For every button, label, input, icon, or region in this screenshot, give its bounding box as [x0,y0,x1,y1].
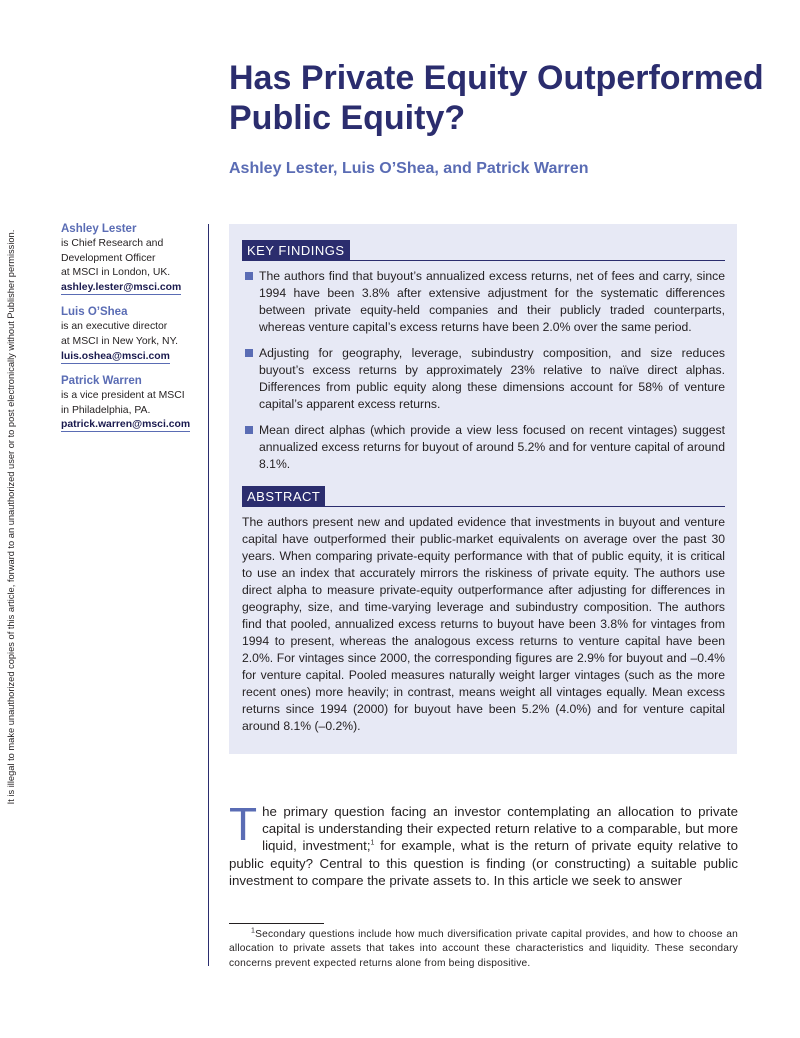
abstract-heading [242,486,725,507]
list-item [242,422,725,473]
author-bio-line: Development Officer [61,252,156,264]
author-bio [61,374,206,433]
author-bio [61,305,206,364]
footnote [229,928,738,971]
author-email-link[interactable]: patrick.warren@msci.com [61,419,191,431]
square-bullet-icon [245,272,253,280]
author-bio-line: is Chief Research and [61,238,164,249]
article-title: Has Private Equity Outperformed Public Equity? [229,59,764,137]
finding-text: The authors find that buyout’s annualized excess returns, net of fees and carry, since 1994 have been 3.8% after extensive adjustment for the systematic differences between private equity-held companies and their publicly traded counterparts, whereas venture capital’s excess returns have been 2.0% over the same period. [259,269,725,334]
body-paragraph [229,798,738,889]
body-text-start: he primary question facing an investor contemplating an allocation to private capital is understanding their expected return relative to a comparable, but more liquid, investment; [262,804,738,854]
finding-text: Mean direct alphas (which provide a view less focused on recent vintages) suggest annualized excess returns for buyout of around 5.2% and for venture capital of around 8.1%. [259,423,725,471]
key-findings-label: KEY FINDINGS [242,240,350,260]
author-bio-line: at MSCI in London, UK. [61,267,171,279]
author-bio-line: is a vice president at MSCI [61,390,185,402]
author-name: Patrick Warren [61,375,142,388]
footnote-marker[interactable]: 1 [370,839,375,847]
finding-text: Adjusting for geography, leverage, subindustry composition, and size reduces buyout’s excess returns by approximately 23% relative to naïve direct alphas. Differences from public equity along these dimensions account for 58% of venture capital’s apparent excess returns. [259,346,725,411]
author-bio-line: in Philadelphia, PA. [61,404,151,416]
footnote-text: Secondary questions include how much diversification private capital provides, and how to choose an allocation to private assets that takes into account these characteristics and liquidity. These secondary concerns prevent expected returns alone from being dispositive. [229,929,738,969]
key-findings-list [242,268,725,482]
author-bio-line: is an executive director [61,321,168,333]
author-name: Luis O’Shea [61,306,128,319]
footnote-rule [229,923,324,924]
abstract-text: The authors present new and updated evidence that investments in buyout and venture capital have outperformed their public-market equivalents on average over the past 30 years. When comparing private-equity performance with that of public equity, it is critical to use an index that accurately mirrors the riskiness of private equity. The authors use direct alpha to measure private-equity outperformance after adjusting for differences in geography, size, and time-varying leverage and subindustry composition. The authors find that pooled, annualized excess returns to buyout have been 3.8% for vintages from 1994 to present, whereas the analogous excess returns to venture capital have been 2.0%. For vintages since 2000, the corresponding figures are 2.9% for buyout and –0.4% for venture capital. Pooled measures naturally weight larger vintages (such as the more recent ones) more heavily; in contrast, means weight all vintages equally. Mean excess returns since 1994 (2000) for buyout have been 5.2% (4.0%) and for venture capital around 8.1% (–0.2%). [242,515,725,733]
key-findings-heading [242,240,725,261]
list-item [242,345,725,413]
author-email-link[interactable]: luis.oshea@msci.com [61,350,170,362]
body-text-end: for example, what is the return of private equity relative to public equity? Central to this question is finding (or constructing) a suitable public investment to compare the private assets to. In this article we seek to answer [229,838,738,888]
author-name: Ashley Lester [61,223,137,235]
article-byline: Ashley Lester, Luis O’Shea, and Patrick Warren [229,160,589,177]
author-email-link[interactable]: ashley.lester@msci.com [61,281,182,293]
copyright-notice: It is illegal to make unauthorized copies of this article, forward to an unauthorized user or to post electronically without Publisher permission. [6,229,16,805]
author-bio [61,222,206,295]
square-bullet-icon [245,349,253,357]
drop-cap: T [229,798,258,850]
abstract-label: ABSTRACT [242,486,325,506]
author-sidebar [61,222,206,443]
author-bio-line: at MSCI in New York, NY. [61,335,179,347]
list-item [242,268,725,336]
square-bullet-icon [245,426,253,434]
column-divider [208,224,209,966]
footnote-number: 1 [251,927,256,935]
